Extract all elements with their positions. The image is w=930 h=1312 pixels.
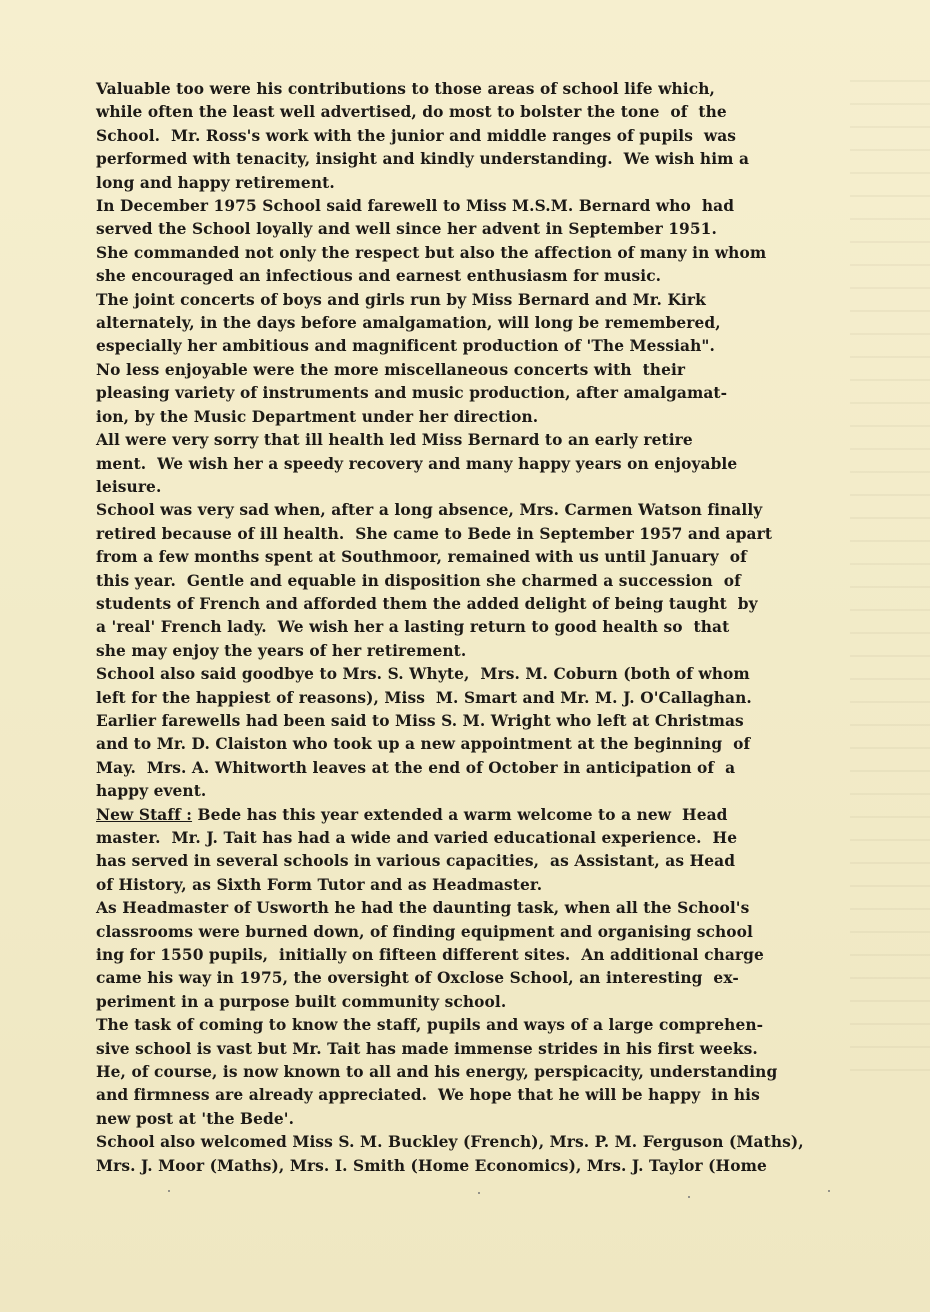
- text-line: ment. We wish her a speedy recovery and many happy years on enjoyable: [96, 454, 738, 473]
- text-line: performed with tenacity, insight and kindly understanding. We wish him a: [96, 150, 750, 169]
- text-line: of History, as Sixth Form Tutor and as Headmaster.: [96, 875, 543, 894]
- speckle: [478, 1192, 480, 1194]
- text-line: The task of coming to know the staff, pupils and ways of a large comprehen-: [96, 1016, 764, 1035]
- speckle: [168, 1190, 170, 1192]
- text-line: and to Mr. D. Claiston who took up a new appointment at the beginning of: [96, 735, 751, 754]
- new-staff-line: [96, 804, 836, 827]
- text-line: and firmness are already appreciated. We hope that he will be happy in his: [96, 1086, 760, 1105]
- text-line: served the School loyally and well since her advent in September 1951.: [96, 220, 717, 239]
- bleed-through-margin: [850, 80, 930, 1080]
- text-line: School. Mr. Ross's work with the junior and middle ranges of pupils was: [96, 126, 737, 145]
- text-line: Valuable too were his contributions to those areas of school life which,: [96, 80, 715, 98]
- text-line: As Headmaster of Usworth he had the daunting task, when all the School's: [96, 899, 750, 918]
- text-line: All were very sorry that ill health led Miss Bernard to an early retire: [96, 431, 693, 450]
- text-line: He, of course, is now known to all and his energy, perspicacity, understanding: [96, 1063, 778, 1082]
- text-line: School was very sad when, after a long absence, Mrs. Carmen Watson finally: [96, 501, 763, 520]
- text-line: ing for 1550 pupils, initially on fifteen different sites. An additional charge: [96, 946, 764, 965]
- new-staff-heading: New Staff :: [96, 805, 193, 824]
- text-line: School also welcomed Miss S. M. Buckley (French), Mrs. P. M. Ferguson (Maths),: [96, 1133, 804, 1152]
- text-line: classrooms were burned down, of finding equipment and organising school: [96, 922, 753, 941]
- text-line: She commanded not only the respect but also the affection of many in whom: [96, 243, 767, 262]
- text-line: School also said goodbye to Mrs. S. Whyte, Mrs. M. Coburn (both of whom: [96, 665, 750, 684]
- text-line: alternately, in the days before amalgamation, will long be remembered,: [96, 314, 721, 333]
- text-line: master. Mr. J. Tait has had a wide and varied educational experience. He: [96, 829, 738, 847]
- text-line: while often the least well advertised, do most to bolster the tone of the: [96, 103, 727, 122]
- speckle-dots: [0, 1188, 930, 1198]
- text-line: No less enjoyable were the more miscellaneous concerts with their: [96, 360, 686, 379]
- text-line: from a few months spent at Southmoor, remained with us until January of: [96, 548, 747, 567]
- text-line: ion, by the Music Department under her direction.: [96, 407, 539, 426]
- text-line: students of French and afforded them the added delight of being taught by: [96, 594, 758, 613]
- text-line: especially her ambitious and magnificent production of 'The Messiah".: [96, 337, 715, 356]
- speckle: [828, 1190, 830, 1192]
- body-text: [96, 78, 836, 1178]
- text-line: has served in several schools in various capacities, as Assistant, as Head: [96, 852, 736, 871]
- text-line: The joint concerts of boys and girls run by Miss Bernard and Mr. Kirk: [96, 290, 706, 309]
- text-line: this year. Gentle and equable in disposition she charmed a succession of: [96, 571, 741, 590]
- text-line: In December 1975 School said farewell to Miss M.S.M. Bernard who had: [96, 197, 735, 216]
- text-line: Mrs. J. Moor (Maths), Mrs. I. Smith (Home Economics), Mrs. J. Taylor (Home: [96, 1156, 767, 1175]
- text-line: Earlier farewells had been said to Miss S. M. Wright who left at Christmas: [96, 711, 744, 730]
- text-line: sive school is vast but Mr. Tait has made immense strides in his first weeks.: [96, 1039, 758, 1058]
- text-line: periment in a purpose built community school.: [96, 992, 507, 1011]
- text-line: happy event.: [96, 782, 207, 801]
- text-line: leisure.: [96, 477, 162, 496]
- text-line: pleasing variety of instruments and music production, after amalgamat-: [96, 384, 728, 403]
- text-line: retired because of ill health. She came to Bede in September 1957 and apart: [96, 524, 773, 543]
- text-line: long and happy retirement.: [96, 173, 335, 192]
- new-staff-text: Bede has this year extended a warm welcome to a new Head: [192, 805, 728, 824]
- speckle: [688, 1196, 690, 1198]
- text-line: May. Mrs. A. Whitworth leaves at the end of October in anticipation of a: [96, 758, 736, 777]
- text-line: new post at 'the Bede'.: [96, 1109, 295, 1128]
- text-line: left for the happiest of reasons), Miss M. Smart and Mr. M. J. O'Callaghan.: [96, 688, 752, 707]
- text-line: a 'real' French lady. We wish her a lasting return to good health so that: [96, 618, 730, 637]
- text-line: came his way in 1975, the oversight of Oxclose School, an interesting ex-: [96, 969, 739, 988]
- text-line: she encouraged an infectious and earnest enthusiasm for music.: [96, 267, 662, 286]
- text-line: she may enjoy the years of her retirement.: [96, 641, 467, 660]
